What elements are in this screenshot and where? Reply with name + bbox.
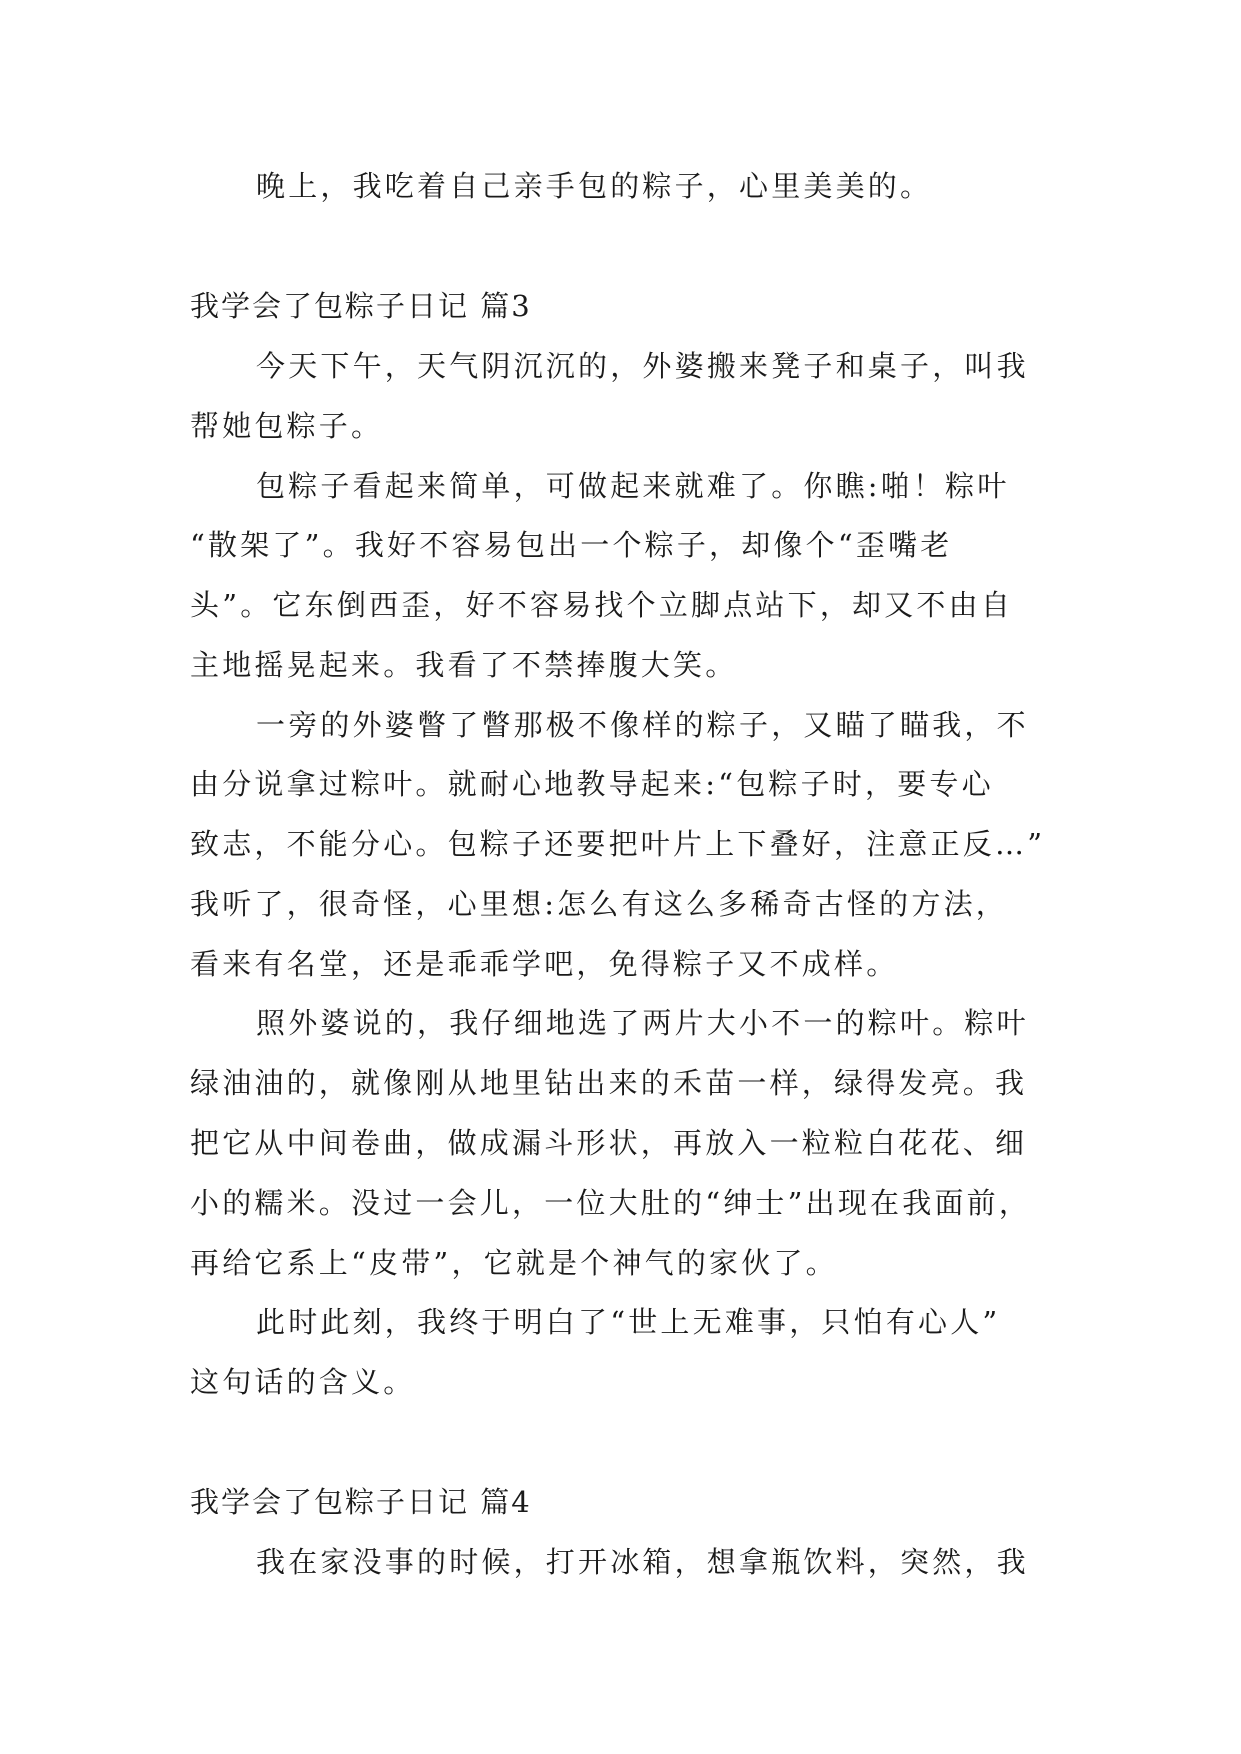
paragraph-line: 把它从中间卷曲，做成漏斗形状，再放入一粒粒白花花、细 bbox=[190, 1126, 1028, 1160]
paragraph-line: 绿油油的，就像刚从地里钻出来的禾苗一样，绿得发亮。我 bbox=[190, 1066, 1028, 1100]
paragraph-line: 这句话的含义。 bbox=[190, 1365, 416, 1399]
section-heading: 我学会了包粽子日记 篇4 bbox=[190, 1485, 532, 1519]
paragraph-line: 我在家没事的时候，打开冰箱，想拿瓶饮料，突然，我 bbox=[256, 1545, 1029, 1579]
paragraph-line: 致志，不能分心。包粽子还要把叶片上下叠好，注意正反…” bbox=[190, 827, 1046, 861]
paragraph-line: 头”。它东倒西歪，好不容易找个立脚点站下，却又不由自 bbox=[190, 588, 1014, 622]
paragraph-line: 我听了，很奇怪，心里想:怎么有这么多稀奇古怪的方法， bbox=[190, 887, 1008, 921]
paragraph-line: 包粽子看起来简单，可做起来就难了。你瞧:啪！粽叶 bbox=[256, 469, 1010, 503]
paragraph-line: 小的糯米。没过一会儿，一位大肚的“绅士”出现在我面前， bbox=[190, 1186, 1032, 1220]
paragraph-line: 晚上，我吃着自己亲手包的粽子，心里美美的。 bbox=[256, 169, 933, 203]
paragraph-line: 看来有名堂，还是乖乖学吧，免得粽子又不成样。 bbox=[190, 947, 899, 981]
section-heading: 我学会了包粽子日记 篇3 bbox=[190, 289, 532, 323]
paragraph-line: 此时此刻，我终于明白了“世上无难事，只怕有心人” bbox=[256, 1305, 1001, 1339]
paragraph-line: “散架了”。我好不容易包出一个粽子，却像个“歪嘴老 bbox=[190, 528, 953, 562]
paragraph-line: 照外婆说的，我仔细地选了两片大小不一的粽叶。粽叶 bbox=[256, 1006, 1029, 1040]
paragraph-line: 帮她包粽子。 bbox=[190, 409, 384, 443]
paragraph-line: 今天下午，天气阴沉沉的，外婆搬来凳子和桌子，叫我 bbox=[256, 349, 1029, 383]
paragraph-line: 再给它系上“皮带”，它就是个神气的家伙了。 bbox=[190, 1246, 838, 1280]
paragraph-line: 一旁的外婆瞥了瞥那极不像样的粽子，又瞄了瞄我，不 bbox=[256, 708, 1029, 742]
paragraph-line: 主地摇晃起来。我看了不禁捧腹大笑。 bbox=[190, 648, 738, 682]
paragraph-line: 由分说拿过粽叶。就耐心地教导起来:“包粽子时，要专心 bbox=[190, 767, 994, 801]
